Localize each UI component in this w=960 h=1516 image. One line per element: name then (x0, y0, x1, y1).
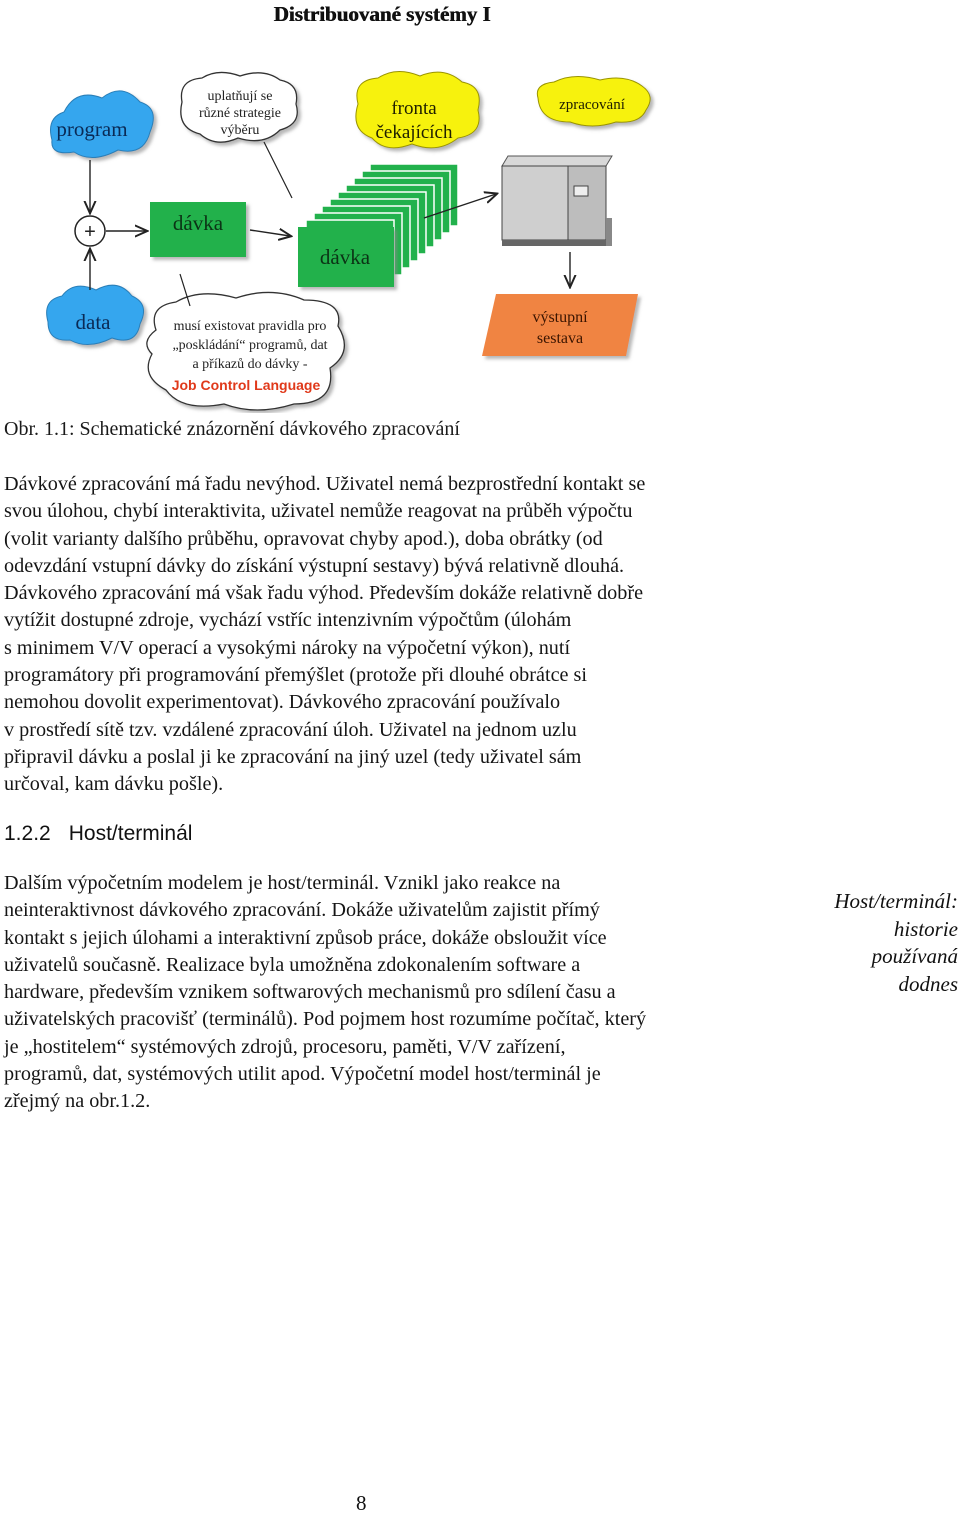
strategy-pointer (264, 142, 292, 198)
queue-line-1: fronta (391, 98, 437, 119)
computer-icon (502, 156, 612, 246)
output-line-1: výstupní (532, 309, 588, 326)
text-line: určoval, kam dávku pošle). (4, 773, 224, 796)
text-line: kontakt s jejich úlohami a interaktivní způsob práce, dokáže obsloužit více (4, 926, 607, 949)
data-label: data (75, 310, 111, 334)
strategy-line-1: uplatňují se (207, 89, 273, 104)
text-line: uživatelských pracovišť (terminálů). Pod pojmem host rozumíme počítač, který (4, 1008, 647, 1031)
rules-line-3: a příkazů do dávky - (192, 357, 308, 372)
arrow-to-queue (250, 230, 290, 236)
margin-note (800, 888, 958, 998)
section-title: Host/terminál (68, 822, 193, 845)
batch-stack-label: dávka (319, 245, 371, 269)
margin-note-line: Host/terminál: (834, 889, 958, 913)
merge-node (75, 216, 105, 246)
text-line: uživatelů současně. Realizace byla umožněna zdokonalením software a (4, 953, 581, 976)
text-line: Dalším výpočetním modelem je host/terminál. Vznikl jako reakce na (4, 872, 561, 894)
margin-note-line: dodnes (898, 971, 958, 996)
paragraph-host-terminal (4, 870, 774, 1116)
section-heading (4, 822, 192, 846)
text-line: zřejmý na obr.1.2. (4, 1090, 151, 1113)
rules-line-2: „poskládání“ programů, dat (172, 338, 328, 353)
rules-cloud (147, 292, 345, 410)
text-line: programů, dat, systémových utilit apod. Výpočetní model host/terminál je (4, 1063, 601, 1086)
text-line: připravil dávku a poslal ji ke zpracování na jiný uzel (tedy uživatel sám (4, 745, 582, 768)
batch-processing-diagram (40, 68, 660, 413)
text-line: je „hostitelem“ systémových zdrojů, procesoru, paměti, V/V zařízení, (4, 1035, 566, 1058)
data-cloud (47, 285, 144, 344)
queue-line-2: čekajících (375, 122, 453, 143)
rules-line-1: musí existovat pravidla pro (173, 319, 327, 334)
margin-note-line: historie (893, 916, 958, 941)
processing-cloud (537, 76, 650, 126)
text-line: v prostředí sítě tzv. vzdálené zpracování úloh. Uživatel na jednom uzlu (4, 718, 577, 741)
text-line: hardware, především vznikem softwarových mechanismů pro sdílení času a (4, 981, 616, 1004)
text-line: Dávkové zpracování má řadu nevýhod. Uživatel nemá bezprostřední kontakt se (4, 473, 646, 495)
strategy-line-3: výběru (220, 123, 260, 138)
text-line: odevzdání vstupní dávky do získání výstupní sestavy) bývá relativně dlouhá. (4, 554, 625, 577)
jcl-label: Job Control Language (171, 377, 321, 393)
strategy-line-2: různé strategie (198, 106, 282, 121)
program-label: program (56, 117, 128, 141)
batch-label: dávka (172, 211, 224, 235)
page-number: 8 (356, 1491, 367, 1515)
plus-label: + (84, 221, 96, 243)
text-line: programátory při programování přemýšlet (protože při dlouhé obrátce si (4, 664, 588, 687)
page-header: Distribuované systémy I (273, 2, 491, 26)
batch-box (150, 202, 246, 257)
figure-caption: Obr. 1.1: Schematické znázornění dávkového zpracování (4, 418, 460, 440)
batch-queue-stack (298, 164, 458, 287)
processing-label: zpracování (559, 97, 625, 113)
output-line-2: sestava (536, 330, 584, 347)
text-line: neinteraktivnost dávkového zpracování. Dokáže uživatelům zajistit přímý (4, 899, 600, 922)
strategy-cloud (181, 72, 297, 142)
text-line: s minimem V/V operací a vysokými nároky na výpočetní výkon), nutí (4, 636, 571, 659)
text-line: Dávkového zpracování má však řadu výhod. Především dokáže relativně dobře (4, 582, 644, 605)
queue-cloud (356, 71, 479, 147)
margin-note-line: používaná (871, 944, 958, 968)
program-cloud (51, 91, 154, 158)
output-report-box (482, 294, 638, 356)
text-line: (volit varianty dalšího průběhu, opravovat chyby apod.), doba obrátky (od (4, 527, 603, 550)
section-number: 1.2.2 (4, 822, 51, 845)
text-line: svou úlohou, chybí interaktivita, uživatel nemůže reagovat na průběh výpočtu (4, 500, 633, 523)
text-line: nemohou dovolit experimentovat). Dávkového zpracování používalo (4, 691, 561, 714)
text-line: vytížit dostupné zdroje, vychází vstříc intenzivním výpočtům (úlohám (4, 609, 572, 632)
paragraph-batch-processing (4, 471, 774, 799)
